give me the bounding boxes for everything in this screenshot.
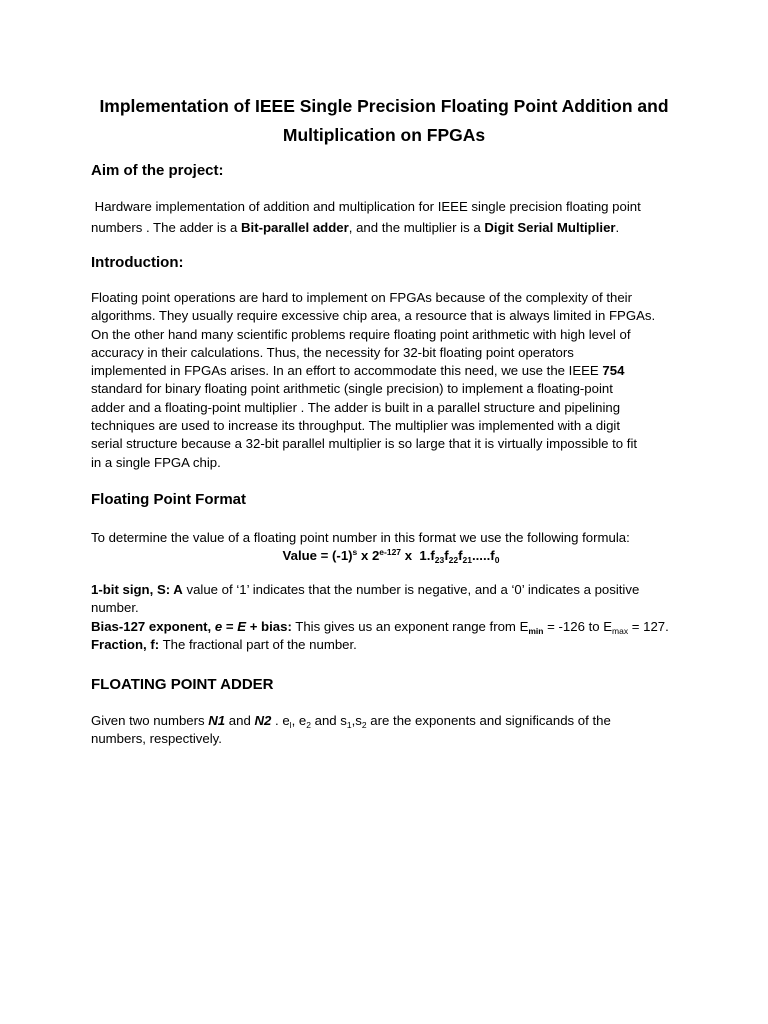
adder-text: , e — [291, 713, 307, 728]
n2-term: N2 — [254, 713, 272, 728]
adder-paragraph — [91, 712, 711, 749]
introduction-paragraph — [91, 289, 711, 472]
intro-line: accuracy in their calculations. Thus, the necessity for 32-bit floating point operators — [91, 344, 574, 360]
aim-text-mid: , and the multiplier is a — [348, 220, 485, 235]
formula-subscript: 22 — [448, 555, 459, 565]
exponent-text: This gives us an exponent range from E — [291, 618, 529, 634]
exponent-label-text: + bias: — [246, 618, 292, 634]
formula-subscript: 23 — [434, 555, 445, 565]
intro-line — [91, 362, 711, 380]
intro-text: implemented in FPGAs arises. In an effort to accommodate this need, we use the IEEE — [91, 363, 603, 379]
exponent-label-text: Bias-127 exponent, — [91, 618, 215, 634]
emin-subscript: min — [528, 625, 544, 636]
digit-serial-multiplier-term: Digit Serial Multiplier — [484, 220, 616, 235]
adder-text: ,s — [351, 713, 362, 728]
formula-block — [91, 547, 691, 565]
value-formula — [91, 547, 691, 565]
formula-part: f — [444, 548, 449, 563]
adder-text: and — [225, 713, 255, 728]
subscript: l — [289, 720, 292, 730]
exponent-E: E — [237, 618, 247, 634]
formula-subscript: 0 — [494, 555, 500, 565]
formula-subscript: 21 — [462, 555, 472, 565]
adder-text: are the exponents and significands of the — [366, 713, 611, 728]
subscript: 2 — [306, 720, 311, 730]
formula-bias-exponent: e-127 — [379, 547, 402, 557]
fraction-definition — [91, 636, 711, 654]
title-line-2: Multiplication on FPGAs — [282, 125, 486, 145]
sign-text: value of ‘1’ indicates that the number is negative, and a ‘0’ indicates a positive — [182, 582, 640, 597]
sign-definition-cont: number. — [91, 600, 139, 616]
intro-line: Floating point operations are hard to implement on FPGAs because of the complexity of their — [91, 290, 632, 305]
aim-text-end: . — [615, 220, 620, 235]
formula-part: 2 — [371, 548, 380, 563]
exponent-text: = 127. — [628, 618, 669, 634]
adder-text: . e — [271, 713, 290, 728]
adder-line-2: numbers, respectively. — [91, 731, 222, 747]
sign-label: 1-bit sign, S: A — [91, 582, 183, 597]
intro-line: adder and a floating-point multiplier . The adder is built in a parallel structure and pipelining — [91, 399, 621, 415]
intro-line: On the other hand many scientific problems require floating point arithmetic with high level of — [91, 326, 631, 342]
formula-part: .....f — [471, 548, 495, 563]
aim-heading: Aim of the project: — [91, 162, 224, 179]
adder-text: Given two numbers — [91, 713, 209, 728]
intro-line: techniques are used to increase its throughput. The multiplier was implemented with a digit — [91, 418, 621, 434]
aim-paragraph — [91, 196, 711, 238]
fraction-label: Fraction, f: — [91, 636, 160, 652]
bit-parallel-adder-term: Bit-parallel adder — [241, 220, 349, 235]
formula-part: x 1.f — [401, 548, 435, 563]
aim-text: numbers . The adder is a — [91, 220, 242, 235]
exponent-label-text: = — [222, 618, 238, 634]
floating-point-format-heading: Floating Point Format — [91, 491, 246, 508]
intro-line: in a single FPGA chip. — [91, 454, 221, 470]
intro-line: standard for binary floating point arithmetic (single precision) to implement a floating-point — [91, 381, 613, 397]
document-title — [60, 92, 708, 150]
exponent-definition — [91, 618, 711, 636]
aim-line-2 — [91, 217, 711, 238]
formula-part: f — [458, 548, 463, 563]
exponent-e: e — [214, 618, 223, 634]
format-definitions — [91, 581, 711, 654]
intro-line: algorithms. They usually require excessive chip area, a resource that is always limited in FPGAs. — [91, 308, 656, 324]
formula-intro: To determine the value of a floating point number in this format we use the following formula: — [91, 530, 630, 545]
formula-sign-exponent: s — [352, 547, 358, 557]
fraction-text: The fractional part of the number. — [159, 636, 357, 652]
n1-term: N1 — [208, 713, 226, 728]
subscript: 2 — [361, 720, 367, 730]
subscript: 1 — [346, 720, 352, 730]
sign-definition — [91, 581, 711, 599]
title-line-1: Implementation of IEEE Single Precision Floating Point Addition and — [99, 96, 669, 116]
intro-line: serial structure because a 32-bit parallel multiplier is so large that it is virtually impossible to fit — [91, 436, 638, 452]
introduction-heading: Introduction: — [91, 254, 184, 271]
emax-subscript: max — [612, 625, 629, 636]
exponent-label — [91, 619, 292, 634]
floating-point-adder-heading: FLOATING POINT ADDER — [91, 676, 274, 693]
aim-line-1: Hardware implementation of addition and multiplication for IEEE single precision floating point — [91, 199, 641, 214]
ieee-754-number: 754 — [602, 363, 625, 379]
formula-part: Value = (-1) — [282, 548, 353, 563]
formula-part: x — [357, 548, 372, 563]
adder-text: and s — [310, 713, 347, 728]
adder-line-1 — [91, 712, 711, 730]
exponent-text: = -126 to E — [543, 618, 613, 634]
